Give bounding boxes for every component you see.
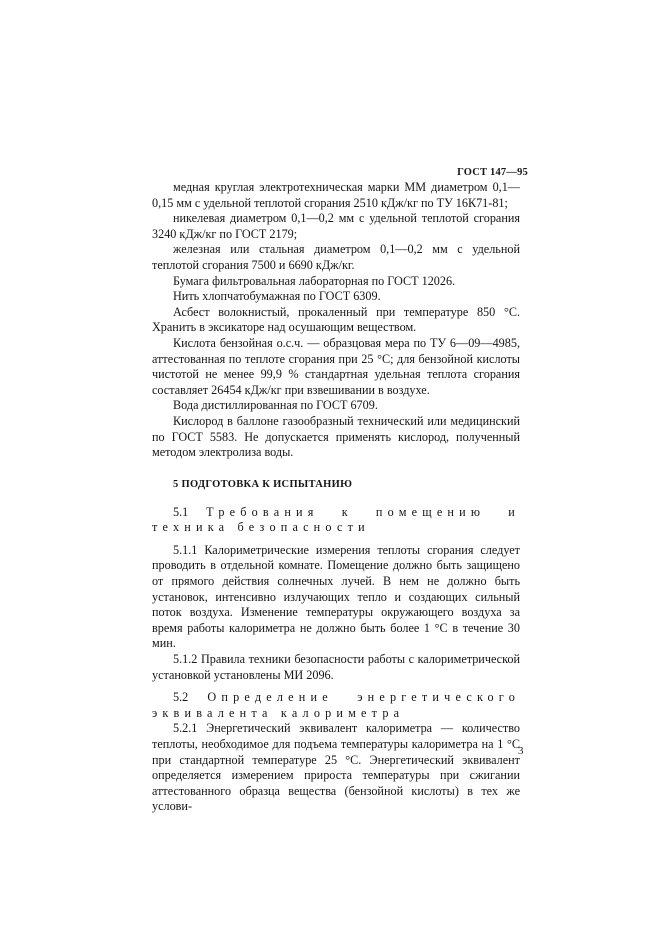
- material-copper-wire: медная круглая электротехническая марки ММ диаметром 0,1—0,15 мм с удельной теплотой сгорания 2510 кДж/кг по ТУ 16К71-81;: [152, 180, 520, 210]
- page-number: 3: [518, 745, 524, 757]
- material-nickel-wire: никелевая диаметром 0,1—0,2 мм с удельной теплотой сгорания 3240 кДж/кг по ГОСТ 2179;: [152, 211, 520, 241]
- subsection-5-1-title: Требования к помещению и техника безопасности: [152, 504, 521, 535]
- document-body: [152, 180, 520, 815]
- material-oxygen: Кислород в баллоне газообразный технический или медицинский по ГОСТ 5583. Не допускается применять кислород, полученный методом электролиза воды.: [152, 413, 520, 460]
- material-iron-wire: железная или стальная диаметром 0,1—0,2 мм с удельной теплотой сгорания 7500 и 6690 кДж/кг.: [152, 242, 520, 272]
- paragraph-5-2-1: 5.2.1 Энергетический эквивалент калориметра — количество теплоты, необходимое для подъема температуры калориметра на 1 °С при стандартной температуре 25 °С. Энергетический эквивалент определяется измерением прироста температуры при сжигании аттестованного образца вещества (бензойной кислоты) в тех же услови-: [152, 721, 520, 814]
- paragraph-5-1-1: 5.1.1 Калориметрические измерения теплоты сгорания следует проводить в отдельной комнате. Помещение должно быть защищено от прямого действия солнечных лучей. В нем не должно быть установок, интенсивно излучающих тепло и создающих сильный поток воздуха. Изменение температуры окружающего воздуха за время работы калориметра не должно быть более 1 °С в течение 30 мин.: [152, 542, 520, 651]
- paragraph-5-1-2: 5.1.2 Правила техники безопасности работы с калориметрической установкой установлены МИ 2096.: [152, 652, 520, 682]
- subsection-5-1-heading: [152, 505, 520, 536]
- material-asbestos: Асбест волокнистый, прокаленный при температуре 850 °С. Хранить в эксикаторе над осушающим веществом.: [152, 304, 520, 335]
- material-distilled-water: Вода дистиллированная по ГОСТ 6709.: [173, 398, 378, 413]
- material-filter-paper: Бумага фильтровальная лабораторная по ГОСТ 12026.: [173, 273, 456, 288]
- standard-header: ГОСТ 147—95: [457, 167, 528, 178]
- section-5-title: 5 ПОДГОТОВКА К ИСПЫТАНИЮ: [173, 478, 353, 490]
- subsection-5-2-number: 5.2: [173, 690, 189, 705]
- material-benzoic-acid: Кислота бензойная о.с.ч. — образцовая мера по ТУ 6—09—4985, аттестованная по теплоте сгорания при 25 °С; для бензойной кислоты чистотой не менее 99,9 % стандартная удельная теплота сгорания составляет 26454 кДж/кг при взвешивании в воздухе.: [152, 335, 520, 397]
- subsection-5-1-number: 5.1: [173, 504, 189, 519]
- subsection-5-2-title: Определение энергетического эквивалента калориметра: [152, 690, 520, 720]
- subsection-5-2-heading: [152, 690, 520, 721]
- material-cotton-thread: Нить хлопчатобумажная по ГОСТ 6309.: [173, 289, 381, 304]
